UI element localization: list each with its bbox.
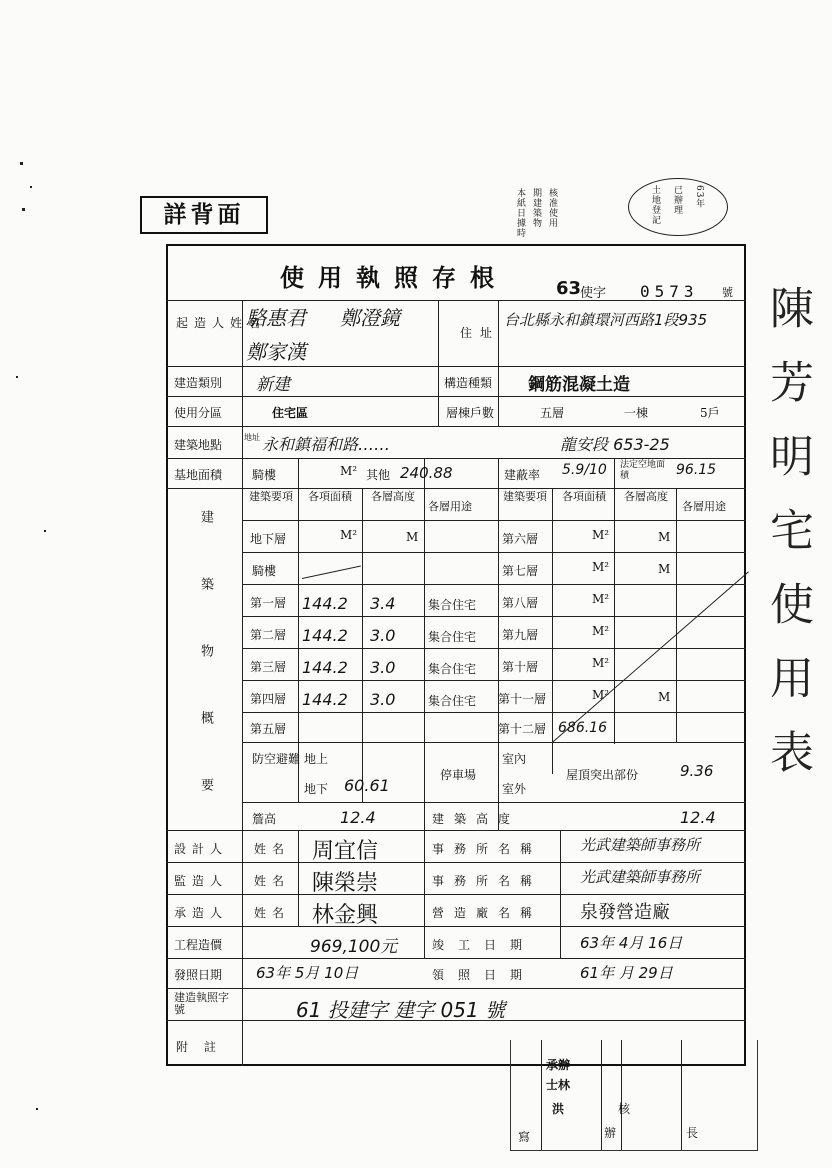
total-height: 12.4 bbox=[340, 808, 376, 827]
floor-height: 3.0 bbox=[370, 626, 396, 645]
floor-right: 第七層 bbox=[502, 564, 539, 578]
legal-open-label: 法定空地面積 bbox=[620, 460, 666, 481]
rule bbox=[166, 458, 746, 459]
contractor-label: 承造人 bbox=[174, 906, 229, 920]
rule bbox=[242, 742, 746, 743]
floor-right: 第六層 bbox=[502, 532, 539, 546]
floor-right: 第九層 bbox=[502, 628, 539, 642]
permit-number: 0573 bbox=[640, 282, 699, 301]
unit-m: M bbox=[658, 530, 671, 544]
legal-note-3: 核准使用 bbox=[547, 188, 557, 228]
building-type-value: 新建 bbox=[256, 375, 290, 395]
rule bbox=[166, 894, 746, 895]
floor-left: 第二層 bbox=[250, 628, 287, 642]
rule bbox=[166, 300, 746, 301]
floor-left: 騎樓 bbox=[252, 564, 277, 578]
rule bbox=[166, 958, 746, 959]
floor-use: 集合住宅 bbox=[428, 630, 477, 644]
rule bbox=[242, 802, 746, 803]
registration-seal: 土地登記 已辦理 63年 bbox=[628, 178, 728, 236]
completion-value: 63年 4月 16日 bbox=[580, 934, 683, 952]
issue-date-label: 發照日期 bbox=[174, 968, 223, 982]
use-zone-label: 使用分區 bbox=[174, 406, 223, 420]
unit-m2: M² bbox=[592, 624, 610, 638]
rule bbox=[166, 830, 746, 831]
floor-area: 144.2 bbox=[302, 626, 348, 645]
supervisor-label: 監造人 bbox=[174, 874, 229, 888]
scan-speck bbox=[36, 1108, 38, 1110]
supervisor-office: 光武建築師事務所 bbox=[580, 868, 701, 886]
contractor-name: 林金興 bbox=[312, 903, 379, 928]
floor-right: 第八層 bbox=[502, 596, 539, 610]
permit-suffix: 號 bbox=[722, 286, 733, 299]
shelter-label: 防空避難 bbox=[252, 752, 301, 766]
builder-name-1: 駱惠君 bbox=[246, 306, 306, 330]
col-use-right: 各層用途 bbox=[682, 500, 726, 513]
building-height: 12.4 bbox=[680, 808, 716, 827]
unit-m2: M² bbox=[340, 464, 358, 478]
rule bbox=[498, 458, 499, 830]
buildings-value: 一棟 bbox=[624, 406, 649, 420]
col-height: 各層高度 bbox=[371, 490, 415, 503]
rule bbox=[601, 1040, 602, 1150]
rule bbox=[362, 488, 363, 802]
parking-label: 停車場 bbox=[440, 768, 477, 782]
rule bbox=[676, 488, 677, 742]
rule bbox=[166, 366, 746, 367]
site-sub-label: 地址 bbox=[244, 433, 260, 442]
floor-height: 3.4 bbox=[370, 594, 396, 613]
rule bbox=[166, 488, 746, 489]
base-area-label: 基地面積 bbox=[174, 468, 223, 482]
builder-name-2: 鄭澄鏡 bbox=[340, 306, 400, 330]
floor-height: 3.0 bbox=[370, 658, 396, 677]
rule bbox=[166, 988, 746, 989]
rule bbox=[424, 830, 425, 958]
unit-m: M bbox=[406, 530, 419, 544]
designer-name: 周宜信 bbox=[312, 839, 379, 864]
rule bbox=[552, 488, 553, 774]
unit-m2: M² bbox=[592, 560, 610, 574]
floor-height: 3.0 bbox=[370, 690, 396, 709]
scan-speck bbox=[44, 530, 46, 532]
coverage-value: 5.9/10 bbox=[562, 462, 607, 478]
rule bbox=[621, 1040, 622, 1150]
unit-m: M bbox=[658, 690, 671, 704]
floor-area: 144.2 bbox=[302, 658, 348, 677]
rule bbox=[498, 300, 499, 426]
unit-m: M bbox=[658, 562, 671, 576]
use-zone-value: 住宅區 bbox=[272, 406, 309, 420]
rule bbox=[242, 712, 746, 713]
rule bbox=[166, 862, 746, 863]
form-title: 使用執照存根 bbox=[280, 263, 508, 292]
total-height-label: 簷高 bbox=[252, 812, 277, 826]
header-stamp: 詳背面 bbox=[140, 196, 268, 234]
builder-label: 起造人姓名 bbox=[176, 316, 267, 330]
col-use: 各層用途 bbox=[428, 500, 472, 513]
name-label: 姓名 bbox=[254, 874, 291, 888]
unit-m2: M² bbox=[592, 528, 610, 542]
rule bbox=[242, 584, 746, 585]
floor-use: 集合住宅 bbox=[428, 598, 477, 612]
rule bbox=[438, 300, 439, 426]
floors-value: 五層 bbox=[540, 406, 565, 420]
floor-left: 地下層 bbox=[250, 532, 287, 546]
floor-left: 第四層 bbox=[250, 692, 287, 706]
unit-m2: M² bbox=[592, 688, 610, 702]
bleed-through-text: 陳芳明宅使用表 bbox=[762, 285, 813, 803]
floors-units-label: 層棟戶數 bbox=[446, 406, 495, 420]
unit-m2: M² bbox=[340, 528, 358, 542]
designer-label: 設計人 bbox=[174, 842, 229, 856]
rule bbox=[166, 426, 746, 427]
designer-office: 光武建築師事務所 bbox=[580, 836, 701, 854]
floor-right: 第十層 bbox=[502, 660, 539, 674]
address-value: 台北縣永和鎮環河西路1段935 bbox=[504, 311, 708, 329]
shelter-down-area: 60.61 bbox=[344, 776, 390, 795]
contractor-firm: 泉發營造廠 bbox=[580, 902, 670, 923]
floor-left: 第一層 bbox=[250, 596, 287, 610]
rule bbox=[560, 830, 561, 958]
office-label: 事務所名稱 bbox=[432, 842, 543, 856]
notes-label: 附註 bbox=[176, 1040, 233, 1054]
other-label: 其他 bbox=[366, 468, 391, 482]
rule bbox=[424, 458, 425, 830]
cost-value: 969,100元 bbox=[310, 937, 398, 957]
floor-area: 144.2 bbox=[302, 594, 348, 613]
roof-label: 屋頂突出部份 bbox=[566, 768, 639, 782]
rule bbox=[242, 616, 746, 617]
supervisor-name: 陳榮崇 bbox=[312, 871, 379, 896]
scan-speck bbox=[22, 208, 25, 211]
rule bbox=[166, 926, 746, 927]
floor-area: 144.2 bbox=[302, 690, 348, 709]
rule bbox=[242, 552, 746, 553]
rule bbox=[242, 520, 746, 521]
floor-right: 第十二層 bbox=[498, 722, 547, 736]
permit-no-label: 建造執照字號 bbox=[174, 991, 229, 1016]
signoff-label: 長 bbox=[686, 1126, 699, 1140]
col-item-right: 建築要項 bbox=[503, 490, 547, 503]
rule bbox=[541, 1040, 542, 1150]
office-label: 事務所名稱 bbox=[432, 874, 543, 888]
floor-left: 第五層 bbox=[250, 722, 287, 736]
shelter-down-label: 地下 bbox=[304, 782, 329, 796]
site-lot-value: 龍安段 653-25 bbox=[560, 435, 670, 454]
signoff-label: 辦 bbox=[604, 1126, 617, 1140]
signoff-stamp: 士林 bbox=[546, 1078, 571, 1092]
name-label: 姓名 bbox=[254, 842, 291, 856]
address-label: 住址 bbox=[460, 326, 501, 340]
rule bbox=[614, 458, 615, 744]
rule bbox=[166, 396, 746, 397]
building-summary-label: 建築物概要 bbox=[198, 510, 213, 845]
firm-label: 營造廠名稱 bbox=[432, 906, 543, 920]
units-value: 5戶 bbox=[700, 406, 720, 420]
col-item: 建築要項 bbox=[249, 490, 293, 503]
rule bbox=[681, 1040, 682, 1150]
scan-speck bbox=[30, 186, 32, 188]
legal-open-value: 96.15 bbox=[676, 462, 717, 478]
legal-note-2: 期建築物 bbox=[531, 188, 541, 228]
cost-label: 工程造價 bbox=[174, 938, 223, 952]
rule bbox=[242, 680, 746, 681]
shelter-up-label: 地上 bbox=[304, 752, 329, 766]
arcade-label: 騎樓 bbox=[252, 468, 277, 482]
rule bbox=[298, 830, 299, 926]
completion-label: 竣工日期 bbox=[432, 938, 537, 952]
rule bbox=[242, 648, 746, 649]
outdoor-label: 室外 bbox=[502, 782, 527, 796]
floor-use: 集合住宅 bbox=[428, 662, 477, 676]
permit-char: 使字 bbox=[580, 286, 607, 301]
permit-year: 63 bbox=[556, 278, 582, 299]
structure-type-label: 構造種類 bbox=[444, 376, 493, 390]
signoff-stamp: 洪 bbox=[552, 1102, 565, 1116]
scan-speck bbox=[20, 162, 23, 165]
col-area: 各項面積 bbox=[308, 490, 352, 503]
receive-date-label: 領照日期 bbox=[432, 968, 537, 982]
roof-protrusion: 9.36 bbox=[680, 762, 714, 780]
legal-note-1: 本紙日據時 bbox=[515, 188, 525, 238]
signoff-label: 寫 bbox=[518, 1130, 531, 1144]
permit-no-value: 61 投建字 建字 051 號 bbox=[296, 998, 506, 1022]
building-type-label: 建造類別 bbox=[174, 376, 223, 390]
builder-name-3: 鄭家漢 bbox=[246, 340, 306, 364]
rule bbox=[242, 300, 243, 1066]
other-area-value: 240.88 bbox=[400, 464, 453, 482]
structure-type-value: 鋼筋混凝土造 bbox=[528, 375, 630, 395]
col-area-right: 各項面積 bbox=[562, 490, 606, 503]
col-height-right: 各層高度 bbox=[624, 490, 668, 503]
name-label: 姓名 bbox=[254, 906, 291, 920]
coverage-label: 建蔽率 bbox=[504, 468, 541, 482]
building-height-label: 建築高度 bbox=[432, 812, 521, 826]
total-area: 686.16 bbox=[558, 720, 607, 736]
scan-speck bbox=[16, 376, 18, 378]
unit-m2: M² bbox=[592, 656, 610, 670]
indoor-label: 室內 bbox=[502, 752, 527, 766]
site-label: 建築地點 bbox=[174, 438, 223, 452]
floor-right: 第十一層 bbox=[498, 692, 547, 706]
unit-m2: M² bbox=[592, 592, 610, 606]
floor-left: 第三層 bbox=[250, 660, 287, 674]
site-address-value: 永和鎮福和路…… bbox=[262, 435, 391, 454]
signoff-label: 核 bbox=[618, 1102, 631, 1116]
signoff-stamp: 承辦 bbox=[546, 1058, 571, 1072]
receive-date-value: 61年 月 29日 bbox=[580, 964, 673, 982]
issue-date-value: 63年 5月 10日 bbox=[256, 964, 359, 982]
floor-use: 集合住宅 bbox=[428, 694, 477, 708]
